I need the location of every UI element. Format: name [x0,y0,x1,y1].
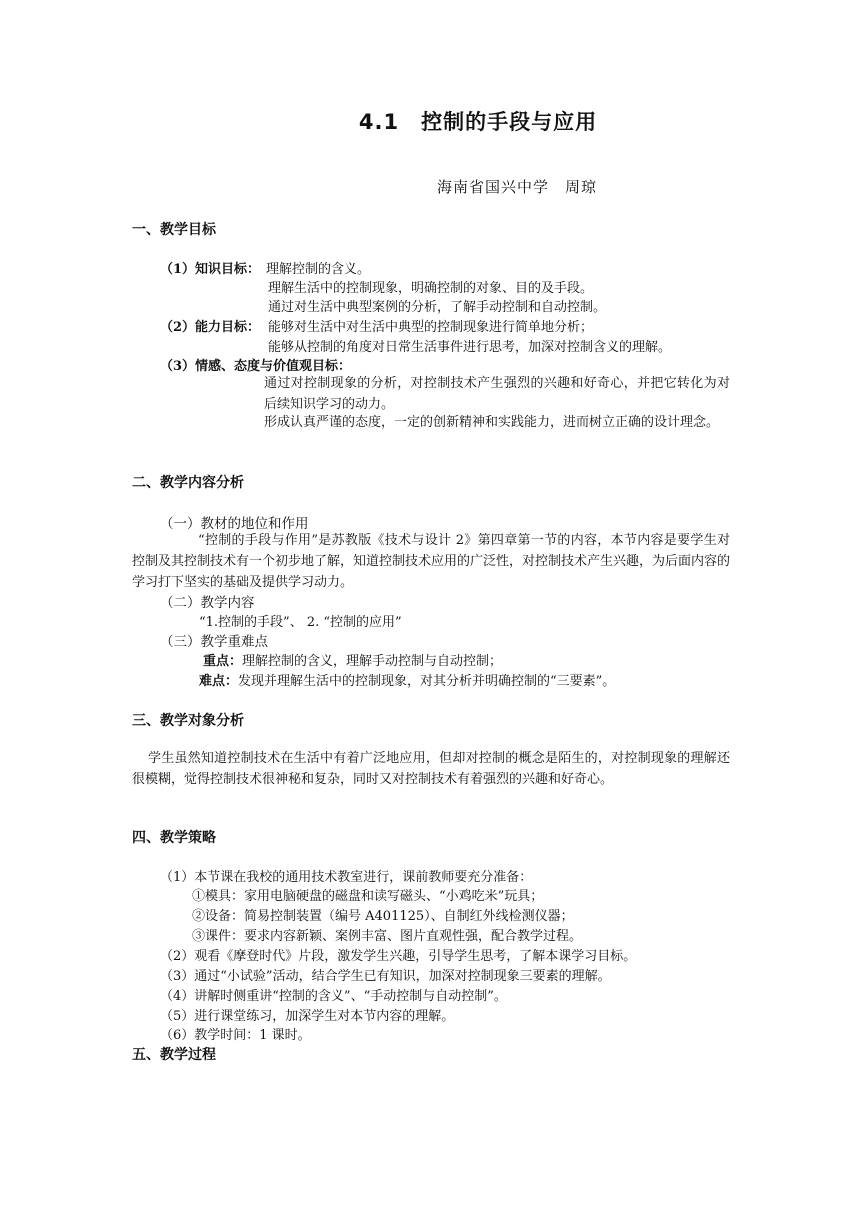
goal-attitude-paragraph: 通过对控制现象的分析，对控制技术产生强烈的兴趣和好奇心，并把它转化为对后续知识学习的动力。 [264,376,730,412]
section-heading-student-analysis: 三、教学对象分析 [132,713,244,729]
goal-ability-line: 能够从控制的角度对日常生活事件进行思考，加深对控制含义的理解。 [268,340,672,355]
teaching-content-text: “1.控制的手段”、 2. “控制的应用” [199,615,402,630]
goal-knowledge-line: 理解控制的含义。 [266,262,371,277]
section-heading-process: 五、教学过程 [132,1047,216,1063]
difficult-point-text: 发现并理解生活中的控制现象，对其分析并明确控制的“三要素”。 [238,674,616,689]
key-point-label: 重点： [203,654,243,669]
key-point [203,650,502,669]
strategy-item: （5）进行课堂练习，加深学生对本节内容的理解。 [160,1009,455,1024]
strategy-subitem: ③课件：要求内容新颖、案例丰富、图片直观性强，配合教学过程。 [192,929,583,944]
subheading-teaching-content: （二）教学内容 [160,595,255,611]
textbook-role-paragraph: “控制的手段与作用”是苏教版《技术与设计 2》第四章第一节的内容，本节内容是要学生对控制及其控制技术有一个初步地了解，知道控制技术应用的广泛性，对控制技术产生兴趣，为后面内容的学习打下坚实的基础及提供学习动力。 [132,533,731,590]
goal-ability-line: 能够对生活中对生活中典型的控制现象进行简单地分析； [268,320,594,335]
strategy-subitem: ②设备：简易控制装置（编号 A401125）、自制红外线检测仪器； [192,909,574,924]
key-point-text: 理解控制的含义，理解手动控制与自动控制； [242,654,503,669]
difficult-point-label: 难点： [199,674,239,689]
goal-attitude-label: （3）情感、态度与价值观目标： [160,359,352,374]
page-title: 4.1 控制的手段与应用 [358,110,598,134]
goal-knowledge-line: 通过对生活中典型案例的分析，了解手动控制和自动控制。 [268,300,607,315]
goal-knowledge-line: 理解生活中的控制现象，明确控制的对象、目的及手段。 [268,281,594,296]
strategy-item: （3）通过“小试验”活动，结合学生已有知识，加深对控制现象三要素的理解。 [160,969,611,984]
author-line: 海南省国兴中学 周琼 [437,178,598,196]
student-analysis-paragraph: 学生虽然知道控制技术在生活中有着广泛地应用，但却对控制的概念是陌生的，对控制现象的理解还很模糊，觉得控制技术很神秘和复杂，同时又对控制技术有着强烈的兴趣和好奇心。 [132,751,730,787]
strategy-item: （6）教学时间：1 课时。 [160,1028,311,1043]
section-heading-content-analysis: 二、教学内容分析 [132,475,244,491]
section-heading-strategy: 四、教学策略 [132,830,216,846]
subheading-key-difficult: （三）教学重难点 [160,634,268,650]
strategy-subitem: ①模具：家用电脑硬盘的磁盘和读写磁头、“小鸡吃米”玩具； [192,889,544,904]
strategy-item: （4）讲解时侧重讲“控制的含义”、“手动控制与自动控制”。 [160,989,507,1004]
goal-ability-label: （2）能力目标： [160,320,261,335]
subheading-textbook-role: （一）教材的地位和作用 [160,516,309,532]
difficult-point [199,670,615,689]
strategy-item: （2）观看《摩登时代》片段，激发学生兴趣，引导学生思考，了解本课学习目标。 [160,949,637,964]
strategy-item: （1）本节课在我校的通用技术教室进行，课前教师要充分准备： [160,870,533,885]
goal-attitude-paragraph: 形成认真严谨的态度，一定的创新精神和实践能力，进而树立正确的设计理念。 [264,415,720,430]
section-heading-goals: 一、教学目标 [132,222,216,238]
goal-knowledge-label: （1）知识目标： [160,262,261,277]
